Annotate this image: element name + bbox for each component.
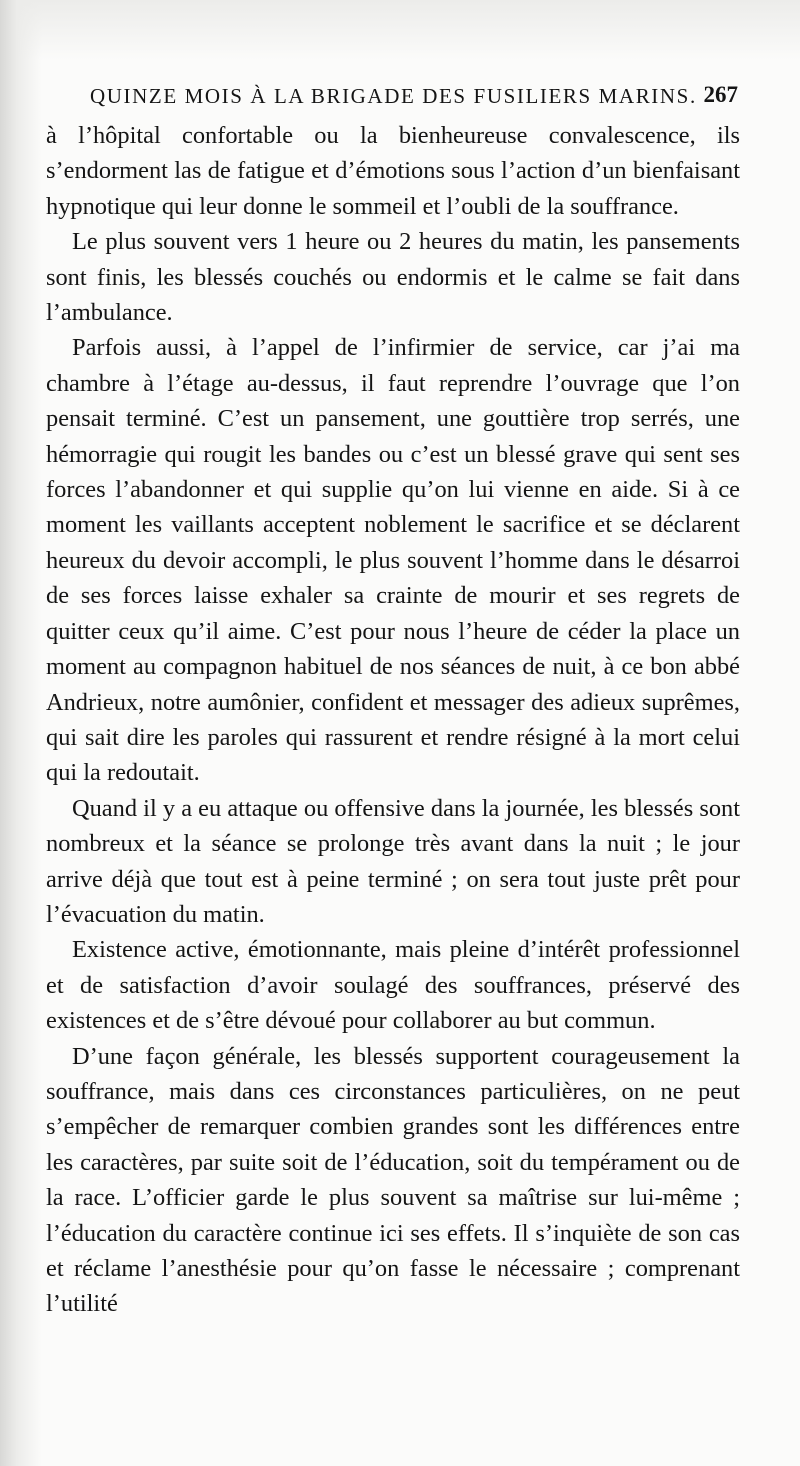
paragraph: D’une façon générale, les blessés supportent courageusement la souffrance, mais dans ces circonstances particulières, on ne peut s’empêcher de remarquer combien grandes sont les différences entre les caractères, par suite soit de l’éducation, soit du tempérament ou de la race. L’officier garde le plus souvent sa maîtrise sur lui-même ; l’éducation du caractère continue ici ses effets. Il s’inquiète de son cas et réclame l’anesthésie pour qu’on fasse le nécessaire ; comprenant l’utilité xyxy=(46,1042,740,1318)
paragraph-continuation: à l’hôpital confortable ou la bienheureuse convalescence, ils s’endorment las de fatigue et d’émotions sous l’action d’un bienfaisant hypnotique qui leur donne le sommeil et l’oubli de la souffrance. xyxy=(46,122,740,220)
paragraph: Quand il y a eu attaque ou offensive dans la journée, les blessés sont nombreux et la séance se prolonge très avant dans la nuit ; le jour arrive déjà que tout est à peine terminé ; on sera tout juste prêt pour l’évacuation du matin. xyxy=(46,794,740,928)
paragraph: Parfois aussi, à l’appel de l’infirmier de service, car j’ai ma chambre à l’étage au-dessus, il faut reprendre l’ouvrage que l’on pensait terminé. C’est un pansement, une gouttière trop serrés, une hémorragie qui rougit les bandes ou c’est un blessé grave qui sent ses forces l’abandonner et qui supplie qu’on lui vienne en aide. Si à ce moment les vaillants acceptent noblement le sacrifice et se déclarent heureux du devoir accompli, le plus souvent l’homme dans le désarroi de ses forces laisse exhaler sa crainte de mourir et ses regrets de quitter ceux qu’il aime. C’est pour nous l’heure de céder la place un moment au compagnon habituel de nos séances de nuit, à ce bon abbé Andrieux, notre aumônier, confident et messager des adieux suprêmes, qui sait dire les paroles qui rassurent et rendre résigné à la mort celui qui la redoutait. xyxy=(46,334,740,787)
body-text xyxy=(46,118,740,1322)
scan-shadow-top xyxy=(0,0,800,60)
running-header xyxy=(90,84,738,118)
running-title: QUINZE MOIS À LA BRIGADE DES FUSILIERS MARINS. xyxy=(90,84,697,108)
scan-shadow-left xyxy=(0,0,42,1466)
paragraph: Existence active, émotionnante, mais pleine d’intérêt professionnel et de satisfaction d’avoir soulagé des souffrances, préservé des existences et de s’être dévoué pour collaborer au but commun. xyxy=(46,936,740,1035)
paragraph: Le plus souvent vers 1 heure ou 2 heures du matin, les pansements sont finis, les blessés couchés ou endormis et le calme se fait dans l’ambulance. xyxy=(46,228,740,327)
page-number: 267 xyxy=(703,82,738,107)
